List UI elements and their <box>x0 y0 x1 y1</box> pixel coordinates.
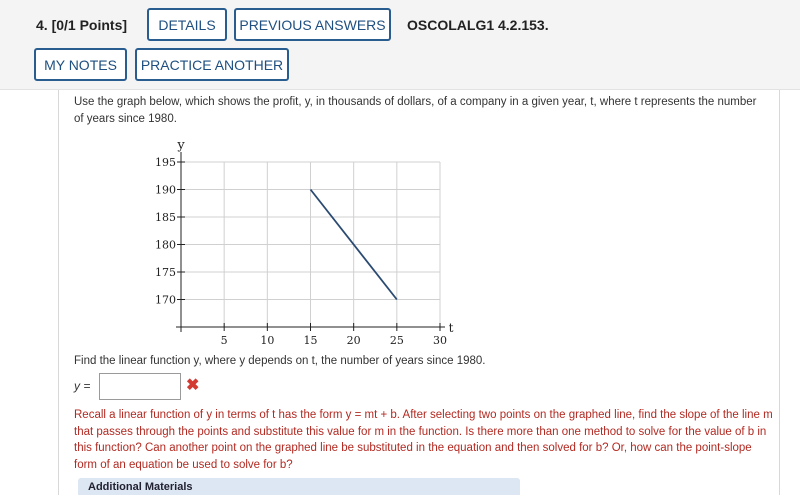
additional-materials-label: Additional Materials <box>88 481 193 493</box>
y-tick-label: 190 <box>155 183 176 197</box>
x-axis-label: t <box>448 321 454 335</box>
chart-grid <box>181 162 440 327</box>
x-tick-label: 15 <box>303 334 318 347</box>
question-number-value: 4. <box>36 17 48 33</box>
chart-axes <box>176 138 454 335</box>
answer-input[interactable] <box>99 373 181 400</box>
chart-ticks <box>155 156 447 347</box>
x-tick-label: 10 <box>260 334 275 347</box>
x-tick-label: 5 <box>220 334 228 347</box>
y-tick-label: 195 <box>155 156 176 169</box>
practice-another-button[interactable]: PRACTICE ANOTHER <box>135 48 289 81</box>
hint-text: Recall a linear function of y in terms of t has the form y = mt + b. After selecting two points on the graphed line, find the slope of the line m that passes through the points and substitute this value for m in the function. Is there more than one method to solve for the value of b in this function? Can another point on the graphed line be substituted in the equation and then solved for b? Or, how can the point-slope form of an equation be used to solve for b? <box>74 409 773 471</box>
y-tick-label: 175 <box>155 266 176 279</box>
answer-label: y = <box>74 379 91 393</box>
previous-answers-button[interactable]: PREVIOUS ANSWERS <box>234 8 391 41</box>
y-tick-label: 180 <box>155 238 176 252</box>
x-tick-label: 30 <box>433 334 447 347</box>
problem-code: OSCOLALG1 4.2.153. <box>407 17 549 33</box>
y-tick-label: 185 <box>155 211 176 224</box>
find-instruction: Find the linear function y, where y depends on t, the number of years since 1980. <box>74 355 486 367</box>
points-value: [0/1 Points] <box>51 17 128 33</box>
x-tick-label: 20 <box>346 334 361 347</box>
incorrect-x-icon: ✖ <box>186 377 200 394</box>
my-notes-button[interactable]: MY NOTES <box>34 48 127 81</box>
details-button[interactable]: DETAILS <box>147 8 227 41</box>
question-prompt: Use the graph below, which shows the profit, y, in thousands of dollars, of a company in a given year, t, where t represents the number of years since 1980. <box>74 96 757 125</box>
additional-materials-bar[interactable] <box>78 478 520 495</box>
y-axis-label: y <box>177 138 185 153</box>
question-header <box>0 0 800 90</box>
y-tick-label: 170 <box>155 293 176 307</box>
x-tick-label: 25 <box>389 334 404 347</box>
profit-chart <box>140 135 460 350</box>
question-number <box>36 17 127 33</box>
